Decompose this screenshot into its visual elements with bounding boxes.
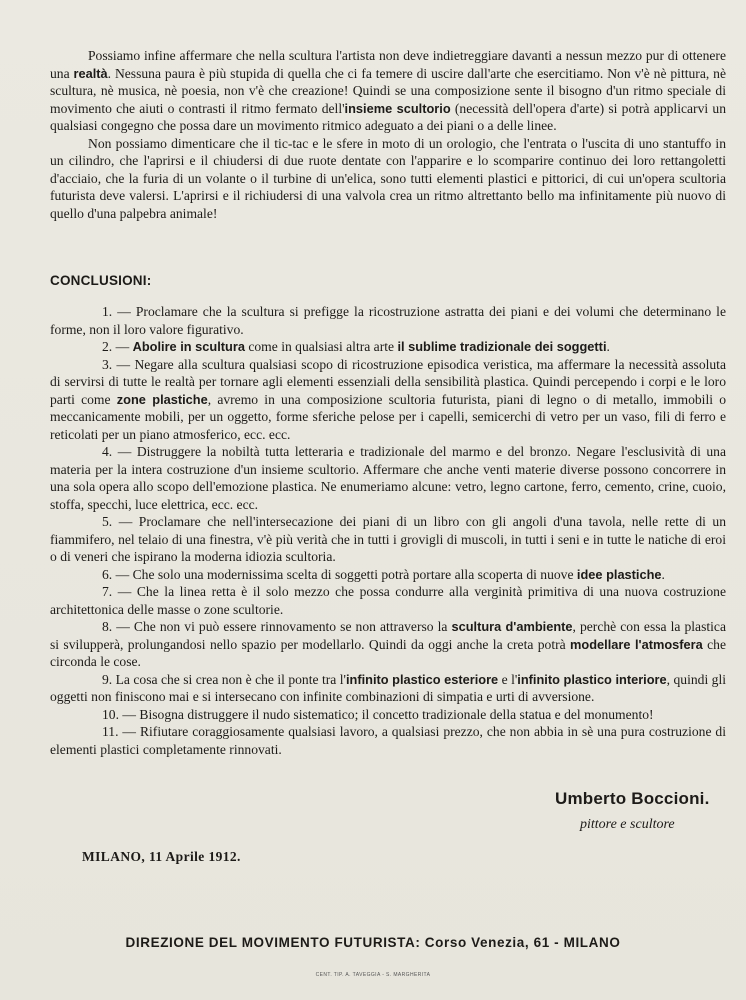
emphasis: modellare l'atmosfera (570, 636, 703, 652)
text-run: 8. — Che non vi può essere rinnovamento se non attraverso la (102, 619, 452, 634)
conclusion-item: 4. — Distruggere la nobiltà tutta letteraria e tradizionale del marmo e del bronzo. Negare l'esclusività di una materia per la intera costruzione d'un insieme scultorio. Affermare che anche venti materie diverse possono concorrere in una sola opera allo scopo dell'emozione plastica. Ne enumeriamo alcune: vetro, legno cartone, ferro, cemento, crine, cuoio, stoffa, specchi, luce elettrica, ecc. ecc. (50, 444, 726, 512)
signature-name: Umberto Boccioni. (555, 789, 710, 808)
emphasis: Abolire in scultura (132, 339, 245, 354)
intro-text (50, 47, 726, 222)
signature-role: pittore e scultore (580, 817, 675, 832)
emphasis: realtà (73, 65, 108, 81)
text-run: . (606, 339, 610, 354)
text-run: 3. — Negare alla scultura qualsiasi scopo di ricostruzione episodica veristica, ma affermare la necessità assoluta di servirsi di tutte le realtà per tornare agli elementi essenziali della sensibilità plastica. Quindi percependo i corpi e le loro parti come (50, 356, 726, 407)
conclusion-item (50, 338, 726, 356)
text-run: che circonda le cose. (50, 636, 726, 669)
conclusion-item (50, 566, 726, 584)
text-run: . (661, 566, 665, 582)
conclusion-item: 5. — Proclamare che nell'intersecazione dei piani di un libro con gli angoli d'una tavola, nelle rette di un fiammifero, nel telaio di una finestra, v'è più verità che in tutti i grovigli di muscoli, in tutti i seni e in tutte le natiche di eroi o di veneri che ispirano la moderna idiozia scultoria. (50, 514, 726, 564)
paragraph: Non possiamo dimenticare che il tic-tac e le sfere in moto di un orologio, che l'entrata o l'uscita di uno stantuffo in un cilindro, che l'aprirsi e il chiudersi di due ruote dentate con l'apparire e lo scomparire continuo dei loro rettangoletti d'acciaio, che la furia di un volante o il turbine di un'elica, sono tutti elementi plastici e pittorici, di cui un'opera scultoria futurista deve valersi. L'aprirsi e il richiudersi di una valvola crea un ritmo altrettanto bello ma infinitamente più nuovo di quello d'una palpebra animale! (50, 135, 726, 221)
text-run: , perchè con essa la plastica si svilupperà, prolungandosi nello spazio per modellarlo. Quindi da oggi anche la creta potrà (50, 619, 726, 652)
emphasis: zone plastiche (116, 391, 208, 407)
text-run: (necessità dell'opera d'arte) si potrà applicarvi un qualsiasi congegno che possa dare un movimento ritmico adeguato a dei piani o a delle linee. (50, 100, 726, 133)
section-heading: CONCLUSIONI: (50, 273, 152, 288)
dateline: MILANO, 11 Aprile 1912. (82, 849, 241, 864)
paragraph (50, 47, 726, 135)
text-run: come in qualsiasi altra arte (244, 339, 398, 354)
conclusion-item: 11. — Rifiutare coraggiosamente qualsiasi lavoro, a qualsiasi prezzo, che non abbia in sè una pura costruzione di elementi plastici completamente rinnovati. (50, 724, 726, 757)
emphasis: il sublime tradizionale dei soggetti (397, 339, 607, 354)
text-run: , avremo in una composizione scultoria futurista, piani di legno o di metallo, immobili o meccanicamente mobili, per un oggetto, forme sferiche pelose per i capelli, semicerchi di vetro per un vaso, fili di ferro e reticolati per un piano atmosferico, ecc. ecc. (50, 391, 726, 442)
emphasis: insieme scultorio (344, 100, 451, 116)
conclusions-list (50, 303, 726, 758)
text-run: , quindi gli oggetti non finiscono mai e si intersecano con infinite combinazioni di simpatia e urti di avversione. (50, 671, 726, 704)
text-run: 6. — Che solo una modernissima scelta di soggetti potrà portare alla scoperta di nuove (102, 566, 577, 582)
conclusion-item: 7. — Che la linea retta è il solo mezzo che possa condurre alla verginità primitiva di una nuova costruzione architettonica delle masse o zone scultorie. (50, 584, 726, 617)
conclusion-item (50, 618, 726, 671)
text-run: e l' (498, 671, 518, 687)
conclusion-item: 10. — Bisogna distruggere il nudo sistematico; il concetto tradizionale della statua e del monumento! (102, 706, 654, 722)
conclusion-item (50, 671, 726, 706)
text-run: . Nessuna paura è più stupida di quella che ci fa temere di uscire dall'arte che esercitiamo. Non v'è nè pittura, nè scultura, nè musica, nè poesia, non v'è che creazione! Quindi se una composizione sente il bisogno d'un ritmo speciale di movimento che aiuti o contrasti il ritmo fermato dell' (50, 65, 726, 116)
emphasis: scultura d'ambiente (451, 619, 573, 634)
text-run: 2. — (102, 339, 133, 354)
emphasis: infinito plastico interiore (517, 671, 667, 687)
conclusion-item: 1. — Proclamare che la scultura si prefigge la ricostruzione astratta dei piani e dei volumi che determinano le forme, non il loro valore figurativo. (50, 304, 726, 337)
text-run: 9. La cosa che si crea non è che il ponte tra l' (102, 671, 346, 687)
conclusion-item (50, 356, 726, 444)
footer-address: DIREZIONE DEL MOVIMENTO FUTURISTA: Corso Venezia, 61 - MILANO (125, 935, 621, 950)
emphasis: infinito plastico esteriore (345, 671, 499, 687)
printer-imprint: CENT. TIP. A. TAVEGGIA - S. MARGHERITA (315, 972, 431, 978)
text-run: Possiamo infine affermare che nella scultura l'artista non deve indietreggiare davanti a nessun mezzo pur di ottenere una (50, 48, 726, 81)
emphasis: idee plastiche (576, 566, 662, 582)
